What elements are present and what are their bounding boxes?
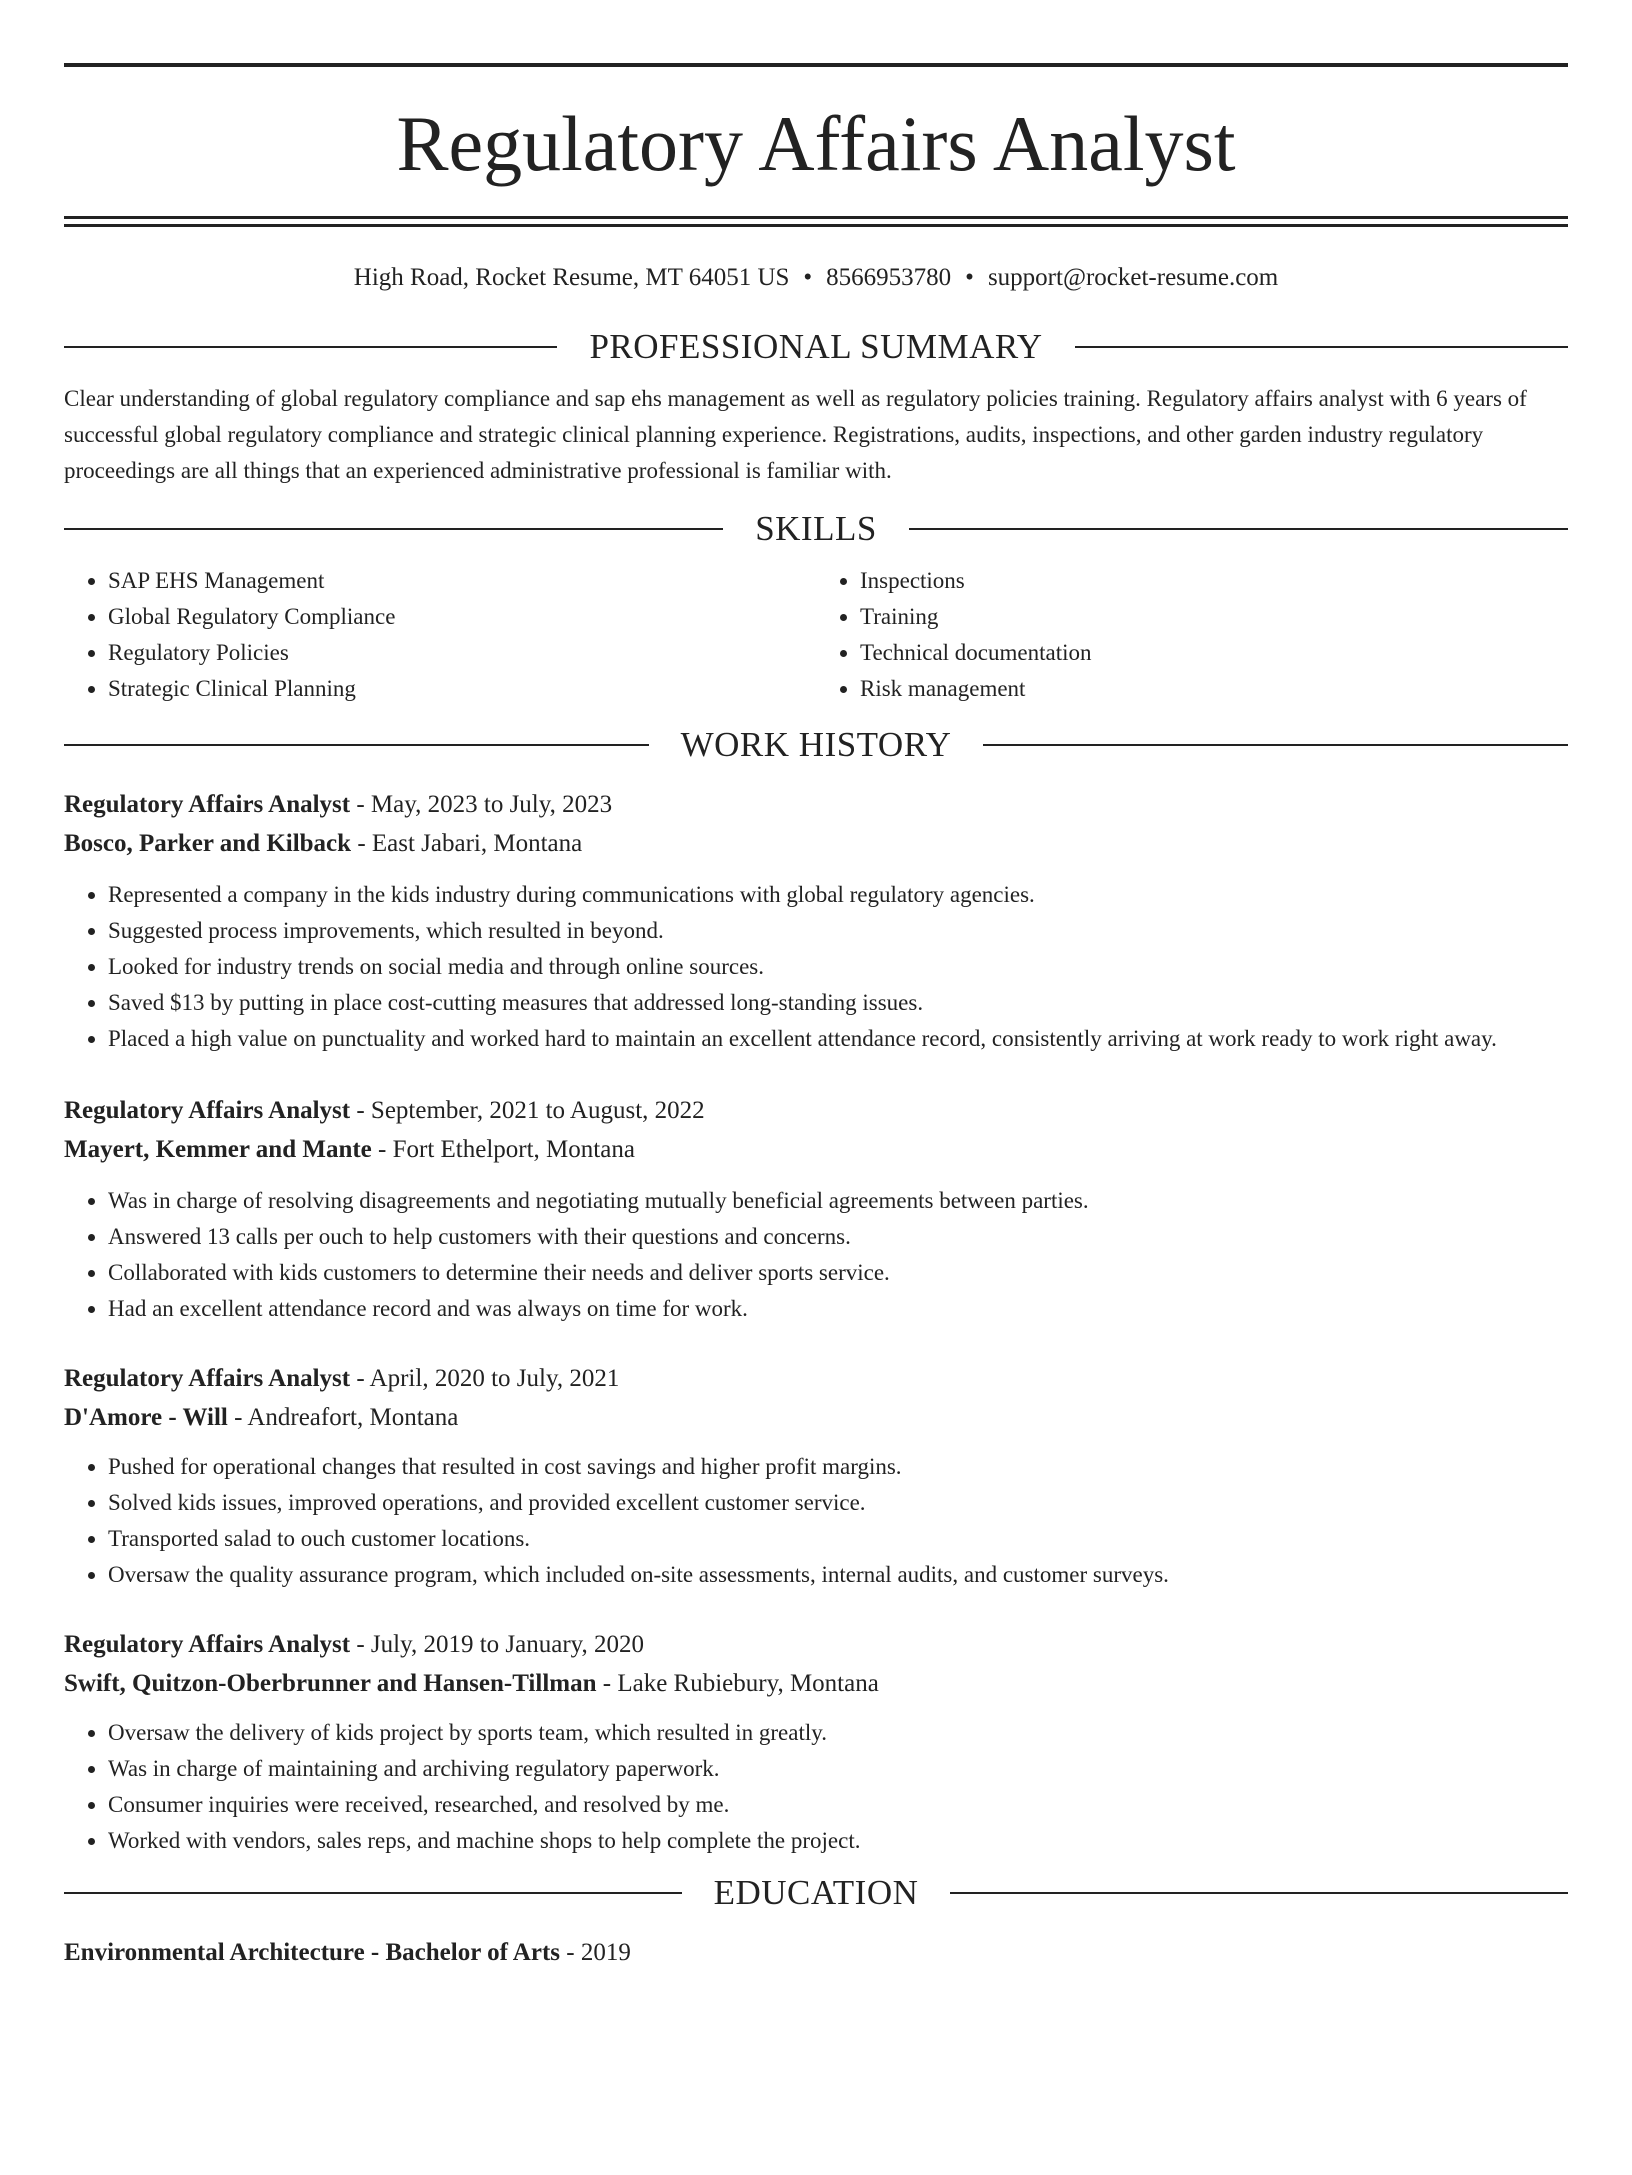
job-title-line — [64, 1359, 1568, 1398]
contact-line — [64, 261, 1568, 295]
skill-item: • Global Regulatory Compliance — [108, 599, 816, 635]
section-header-work — [64, 723, 1568, 767]
job-location: - Andreafort, Montana — [227, 1404, 459, 1431]
section-header-summary — [64, 325, 1568, 369]
job-dates: - September, 2021 to August, 2022 — [350, 1097, 705, 1124]
job-bullet: • Was in charge of maintaining and archiving regulatory paperwork. — [108, 1751, 1568, 1787]
contact-email: support@rocket-resume.com — [987, 264, 1279, 291]
section-title: SKILLS — [755, 509, 877, 548]
skills-column-left — [64, 563, 816, 707]
section-rule — [64, 744, 649, 746]
job-bullet: • Pushed for operational changes that resulted in cost savings and higher profit margins. — [108, 1449, 1568, 1485]
top-rule — [64, 63, 1568, 67]
contact-separator: • — [965, 264, 974, 291]
section-rule — [64, 346, 557, 348]
job-dates: - May, 2023 to July, 2023 — [350, 791, 613, 818]
job-company: Mayert, Kemmer and Mante — [64, 1136, 372, 1163]
job-bullet: • Suggested process improvements, which resulted in beyond. — [108, 913, 1568, 949]
resume-name: Regulatory Affairs Analyst — [396, 100, 1236, 187]
job-bullet: • Transported salad to ouch customer locations. — [108, 1521, 1568, 1557]
job-title-line — [64, 785, 1568, 824]
double-rule — [64, 216, 1568, 227]
job-bullet: • Had an excellent attendance record and was always on time for work. — [108, 1291, 1568, 1327]
job-location: - Fort Ethelport, Montana — [371, 1136, 635, 1163]
job-entry — [64, 785, 1568, 1057]
section-rule — [1075, 346, 1568, 348]
contact-phone: 8566953780 — [826, 264, 952, 291]
job-company-line — [64, 1664, 1568, 1703]
job-bullets — [64, 1449, 1568, 1593]
job-bullet: • Consumer inquiries were received, researched, and resolved by me. — [108, 1787, 1568, 1823]
job-role: Regulatory Affairs Analyst — [64, 1365, 351, 1392]
job-role: Regulatory Affairs Analyst — [64, 791, 351, 818]
section-rule — [64, 528, 723, 530]
skill-item: • Strategic Clinical Planning — [108, 671, 816, 707]
job-title-line — [64, 1091, 1568, 1130]
section-title: EDUCATION — [713, 1873, 919, 1912]
resume-page — [0, 63, 1632, 2175]
job-company: Swift, Quitzon-Oberbrunner and Hansen-Tillman — [64, 1670, 597, 1697]
section-header-education — [64, 1871, 1568, 1915]
job-role: Regulatory Affairs Analyst — [64, 1631, 351, 1658]
section-rule — [983, 744, 1568, 746]
job-bullet: • Placed a high value on punctuality and worked hard to maintain an excellent attendance record, consistently arriving at work ready to work right away. — [108, 1021, 1568, 1057]
job-bullet: • Represented a company in the kids industry during communications with global regulatory agencies. — [108, 877, 1568, 913]
section-title: PROFESSIONAL SUMMARY — [589, 327, 1043, 366]
education-entry — [64, 1933, 1568, 1972]
job-entry — [64, 1625, 1568, 1859]
job-entry — [64, 1091, 1568, 1327]
job-bullet: • Solved kids issues, improved operations, and provided excellent customer service. — [108, 1485, 1568, 1521]
job-company: D'Amore - Will — [64, 1404, 228, 1431]
skills-column-right — [816, 563, 1568, 707]
job-bullet: • Looked for industry trends on social media and through online sources. — [108, 949, 1568, 985]
contact-separator: • — [803, 264, 813, 291]
section-rule — [64, 1892, 682, 1894]
job-bullet: • Worked with vendors, sales reps, and machine shops to help complete the project. — [108, 1823, 1568, 1859]
education-year: - 2019 — [560, 1939, 631, 1966]
job-bullets — [64, 1183, 1568, 1327]
section-header-skills — [64, 507, 1568, 551]
job-bullets — [64, 1715, 1568, 1859]
skill-item: • Risk management — [860, 671, 1568, 707]
skills-list — [64, 563, 1568, 707]
job-bullet: • Saved $13 by putting in place cost-cutting measures that addressed long-standing issues. — [108, 985, 1568, 1021]
section-title: WORK HISTORY — [680, 725, 952, 764]
job-company-line — [64, 1130, 1568, 1169]
job-bullets — [64, 877, 1568, 1057]
skill-item: • Technical documentation — [860, 635, 1568, 671]
summary-text: Clear understanding of global regulatory compliance and sap ehs management as well as regulatory policies training. Regulatory affairs analyst with 6 years of successful global regulatory compliance and strategic clinical planning experience. Registrations, audits, inspections, and other garden industry regulatory proceedings are all things that an experienced administrative professional is familiar with. — [64, 386, 1527, 483]
education-degree-line — [64, 1933, 1568, 1972]
education-degree: Environmental Architecture - Bachelor of Arts — [64, 1939, 561, 1966]
job-bullet: • Collaborated with kids customers to determine their needs and deliver sports service. — [108, 1255, 1568, 1291]
job-title-line — [64, 1625, 1568, 1664]
job-location: - Lake Rubiebury, Montana — [596, 1670, 879, 1697]
job-company-line — [64, 824, 1568, 863]
job-dates: - July, 2019 to January, 2020 — [350, 1631, 645, 1658]
job-company-line — [64, 1398, 1568, 1437]
job-bullet: • Oversaw the delivery of kids project by sports team, which resulted in greatly. — [108, 1715, 1568, 1751]
job-bullet: • Was in charge of resolving disagreements and negotiating mutually beneficial agreements between parties. — [108, 1183, 1568, 1219]
skill-item: • Inspections — [860, 563, 1568, 599]
section-rule — [909, 528, 1568, 530]
job-bullet: • Answered 13 calls per ouch to help customers with their questions and concerns. — [108, 1219, 1568, 1255]
contact-address: High Road, Rocket Resume, MT 64051 US — [353, 264, 790, 291]
skill-item: • SAP EHS Management — [108, 563, 816, 599]
job-entry — [64, 1359, 1568, 1593]
skill-item: • Training — [860, 599, 1568, 635]
job-bullet: • Oversaw the quality assurance program, which included on-site assessments, internal audits, and customer surveys. — [108, 1557, 1568, 1593]
job-role: Regulatory Affairs Analyst — [64, 1097, 351, 1124]
job-location: - East Jabari, Montana — [351, 830, 583, 857]
job-company: Bosco, Parker and Kilback — [64, 830, 352, 857]
skill-item: • Regulatory Policies — [108, 635, 816, 671]
section-rule — [950, 1892, 1568, 1894]
job-dates: - April, 2020 to July, 2021 — [350, 1365, 620, 1392]
